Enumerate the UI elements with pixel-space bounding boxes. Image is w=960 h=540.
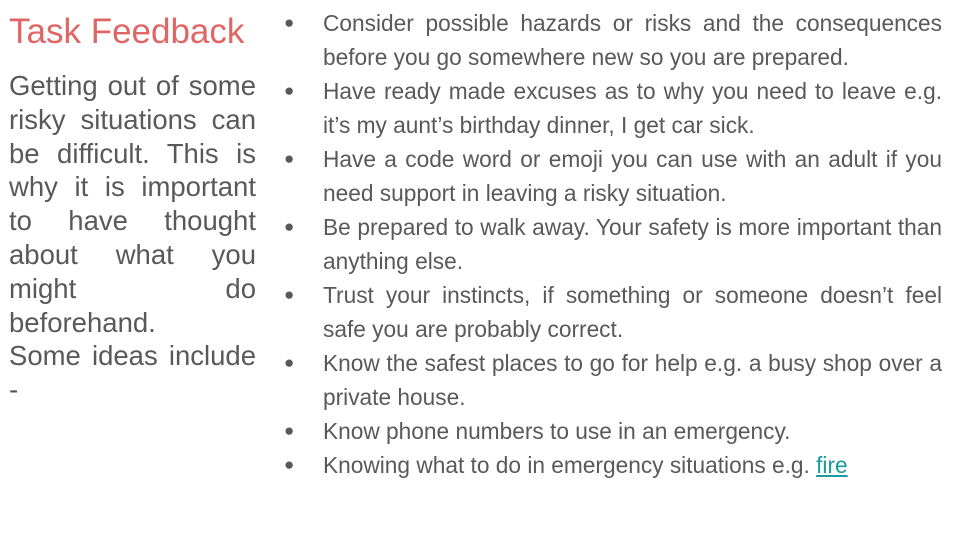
bullet-icon: ●	[284, 421, 295, 440]
bullet-icon: ●	[284, 353, 295, 372]
list-item	[280, 346, 942, 414]
list-item-text: Trust your instincts, if something or someone doesn’t feel safe you are probably correct.	[323, 282, 942, 342]
list-item-text: Have a code word or emoji you can use with an adult if you need support in leaving a risky situation.	[323, 146, 942, 206]
bullet-icon: ●	[284, 81, 295, 100]
intro-paragraph: Getting out of some risky situations can be difficult. This is why it is important to have thought about what you might do beforehand.	[9, 70, 256, 338]
intro-lead: Some ideas include -	[9, 340, 256, 406]
list-item-text	[323, 448, 942, 482]
list-item-text-prefix: Knowing what to do in emergency situations e.g.	[323, 452, 817, 478]
list-item	[280, 6, 942, 74]
bullet-icon: ●	[284, 217, 295, 236]
ideas-list	[280, 6, 942, 482]
list-item	[280, 210, 942, 278]
list-item	[280, 74, 942, 142]
list-item-text: Know phone numbers to use in an emergency.	[323, 418, 791, 444]
list-item-text: Have ready made excuses as to why you need to leave e.g. it’s my aunt’s birthday dinner, I get car sick.	[323, 78, 942, 138]
bullet-icon: ●	[284, 285, 295, 304]
intro-text	[9, 69, 256, 407]
bullet-icon: ●	[284, 455, 295, 474]
list-item	[280, 278, 942, 346]
fire-link[interactable]: fire	[816, 452, 848, 478]
list-item	[280, 142, 942, 210]
list-item-text: Know the safest places to go for help e.g. a busy shop over a private house.	[323, 350, 942, 410]
list-item	[280, 414, 942, 448]
list-item	[280, 448, 942, 482]
list-item-text: Be prepared to walk away. Your safety is more important than anything else.	[323, 214, 942, 274]
list-item-text: Consider possible hazards or risks and the consequences before you go somewhere new so you are prepared.	[323, 10, 942, 70]
bullet-icon: ●	[284, 149, 295, 168]
bullet-icon: ●	[284, 13, 295, 32]
page-title: Task Feedback	[9, 12, 245, 51]
